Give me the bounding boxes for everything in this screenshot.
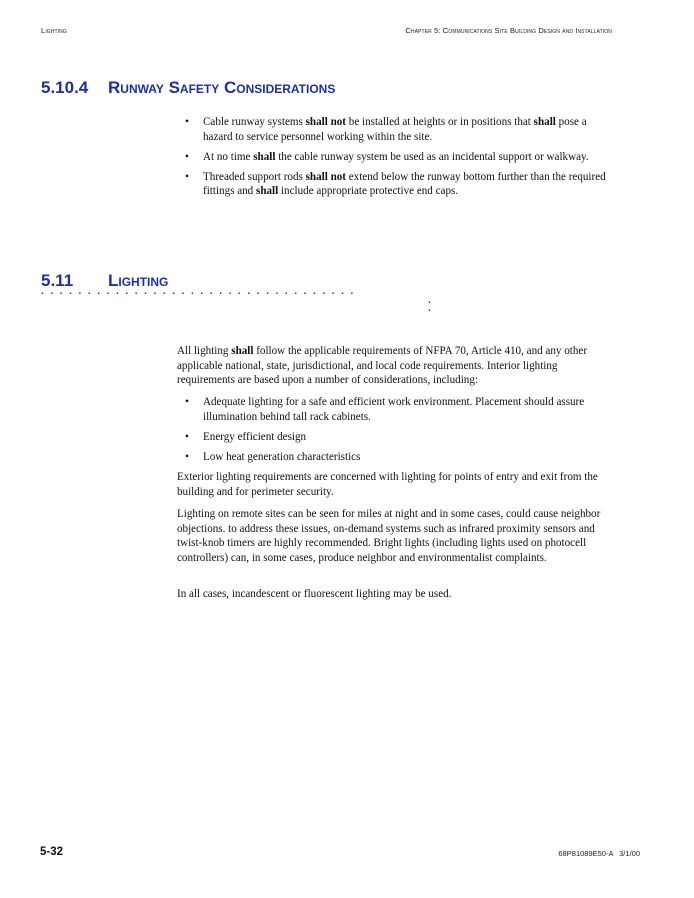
text-run: All lighting bbox=[177, 345, 232, 357]
bullet-item bbox=[177, 430, 609, 445]
bullet-text: Energy efficient design bbox=[203, 430, 307, 443]
text-run: At no time bbox=[203, 150, 254, 163]
text-run: pose a hazard to service personnel working within the site. bbox=[203, 116, 587, 143]
emphasis-text: shall bbox=[533, 116, 556, 128]
section-number: 5.10.4 bbox=[41, 78, 89, 97]
section-heading-5-10-4 bbox=[41, 78, 335, 98]
dotted-rule: .................................. bbox=[41, 286, 360, 297]
text-run: Threaded support rods bbox=[203, 170, 306, 183]
page-number: 5-32 bbox=[40, 846, 64, 858]
section-title: Lighting bbox=[108, 271, 169, 290]
bullet-icon: • bbox=[185, 450, 189, 463]
bullet-text: Low heat generation characteristics bbox=[203, 450, 361, 463]
emphasis-text: shall bbox=[253, 150, 276, 163]
emphasis-text: shall bbox=[231, 345, 254, 357]
running-header-right: Chapter 5: Communications Site Building Design and Installation bbox=[405, 26, 612, 35]
lighting-considerations-list bbox=[177, 395, 609, 470]
text-run: extend below the runway bottom further than the required fittings and bbox=[203, 170, 606, 198]
bullet-item bbox=[177, 395, 609, 424]
runway-safety-list bbox=[177, 115, 607, 204]
section-title: Runway Safety Considerations bbox=[108, 78, 336, 97]
dotted-rule-end: . . bbox=[428, 295, 431, 314]
text-run: the cable runway system be used as an incidental support or walkway. bbox=[275, 150, 589, 163]
remote-sites-paragraph: Lighting on remote sites can be seen for miles at night and in some cases, could cause neighbor objections. to address these issues, on-demand systems such as infrared proximity sensors and twist-knob timers are highly recommended. Bright lights (including lights used on photocell controllers) can, in some cases, produce neighbor and environmentalist complaints. bbox=[177, 508, 601, 564]
bullet-item bbox=[177, 450, 609, 465]
bullet-icon: • bbox=[185, 170, 189, 183]
running-header-left: Lighting bbox=[41, 26, 67, 35]
text-run: include appropriate protective end caps. bbox=[278, 185, 459, 198]
text-run: be installed at heights or in positions that bbox=[346, 116, 534, 128]
bullet-icon: • bbox=[185, 150, 189, 163]
emphasis-text: shall bbox=[256, 185, 279, 198]
lighting-intro-paragraph bbox=[177, 344, 609, 388]
emphasis-text: shall not bbox=[305, 116, 346, 128]
section-number: 5.11 bbox=[41, 271, 74, 290]
bullet-icon: • bbox=[185, 116, 189, 128]
bullet-icon: • bbox=[185, 430, 189, 443]
bullet-text: Adequate lighting for a safe and efficient work environment. Placement should assure illumination behind tall rack cabinets. bbox=[203, 396, 585, 423]
emphasis-text: shall not bbox=[305, 170, 346, 183]
exterior-lighting-paragraph: Exterior lighting requirements are concerned with lighting for points of entry and exit from the building and for perimeter security. bbox=[177, 471, 598, 498]
document-id: 68P81089E50-A 3/1/00 bbox=[558, 849, 640, 858]
all-cases-paragraph: In all cases, incandescent or fluorescent lighting may be used. bbox=[177, 588, 452, 600]
bullet-item bbox=[177, 115, 607, 144]
bullet-icon: • bbox=[185, 396, 189, 408]
bullet-item bbox=[177, 170, 607, 199]
text-run: follow the applicable requirements of NFPA 70, Article 410, and any other applicable national, state, jurisdictional, and local code requirements. Interior lighting requirements are based upon a number of considerations, including: bbox=[177, 345, 588, 387]
text-run: Cable runway systems bbox=[203, 116, 306, 128]
bullet-item bbox=[177, 150, 607, 165]
